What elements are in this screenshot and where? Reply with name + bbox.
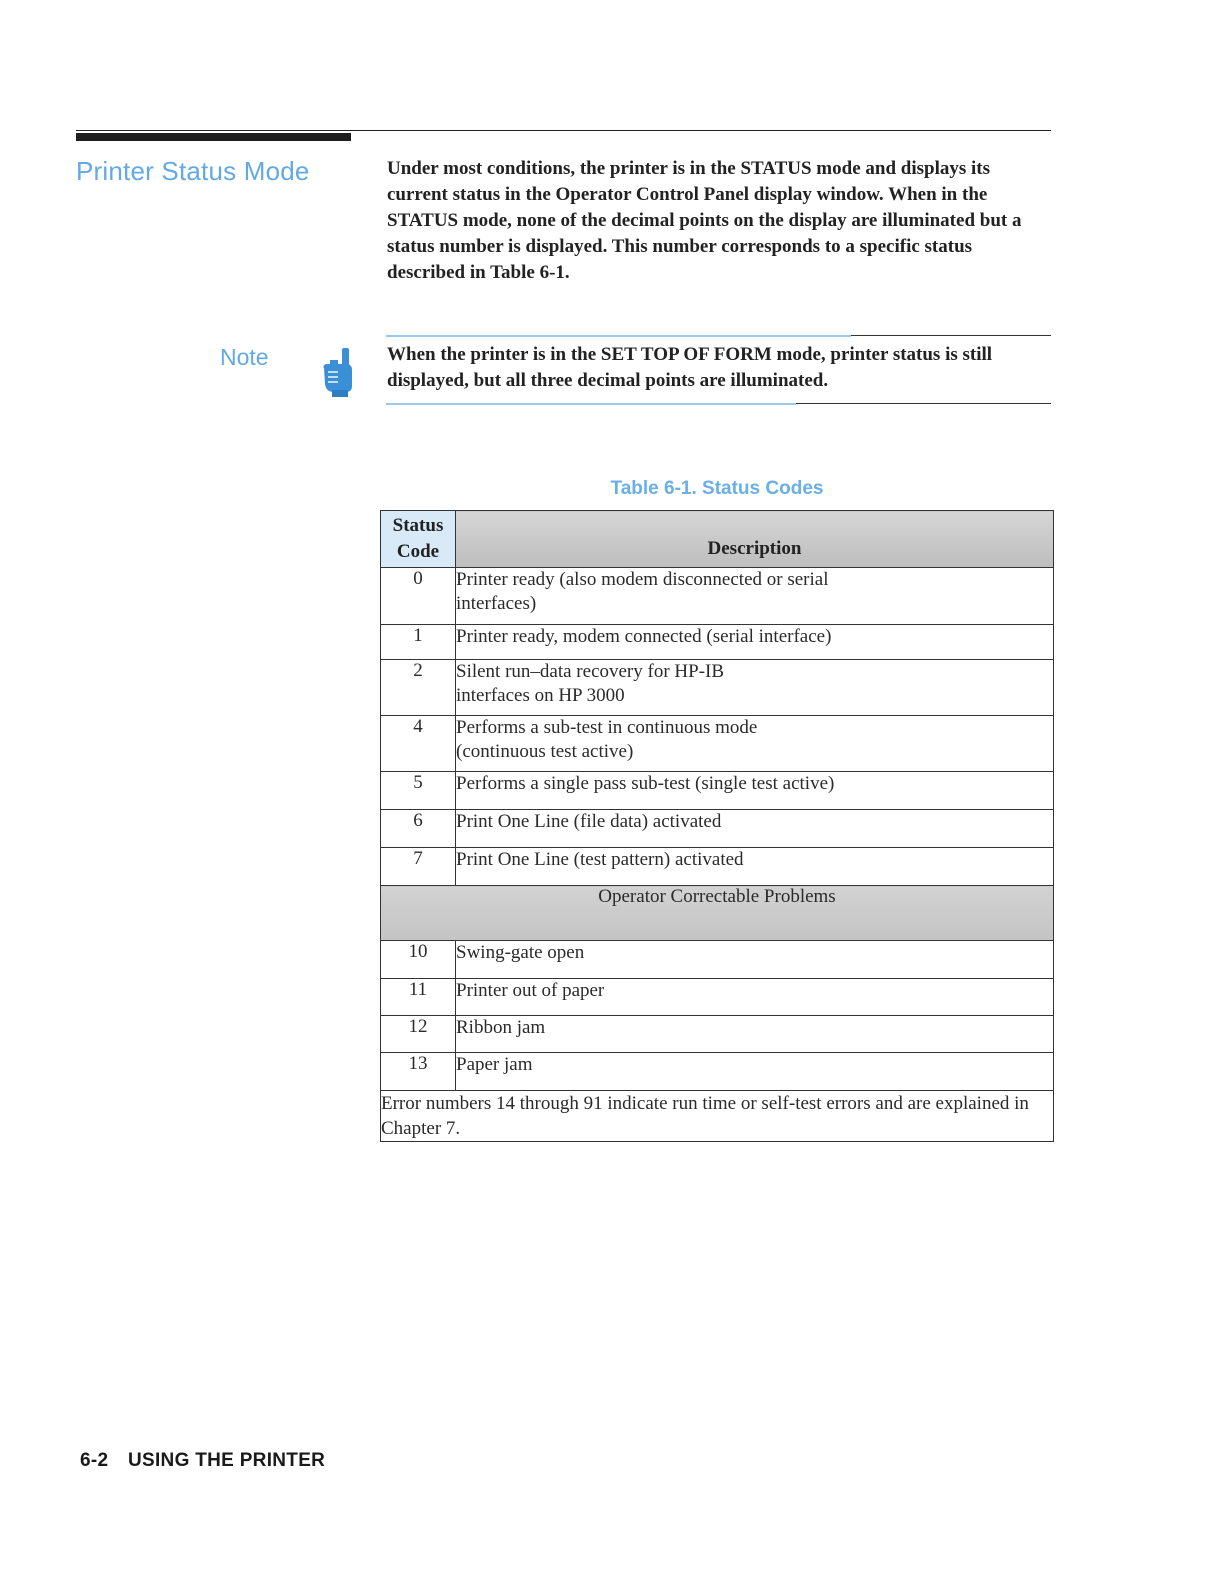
description-cell: Printer ready, modem connected (serial interface) [456,625,1054,660]
note-text: When the printer is in the SET TOP OF FORM mode, printer status is still displayed, but all three decimal points are illuminated. [387,344,993,391]
section-bar [76,133,351,141]
status-code-cell: 11 [381,979,456,1016]
table-header-row [381,511,1054,568]
description-header: Description [456,511,1054,568]
description-cell: Performs a single pass sub-test (single test active) [456,772,1054,810]
status-codes-table [380,510,1054,1142]
section-title: Printer Status Mode [76,156,310,186]
status-code-cell: 7 [381,848,456,886]
note-top-rule-accent [386,335,851,337]
status-code-cell: 4 [381,716,456,772]
table-row [381,941,1054,979]
description-cell: Swing-gate open [456,941,1054,979]
status-code-cell: 0 [381,568,456,625]
table-row [381,1053,1054,1091]
table-row [381,810,1054,848]
description-cell: Print One Line (file data) activated [456,810,1054,848]
description-cell: Performs a sub-test in continuous mode (continuous test active) [456,716,1054,772]
status-code-header: Status Code [381,511,456,568]
description-cell: Printer ready (also modem disconnected or serial interfaces) [456,568,1054,625]
chapter-title: USING THE PRINTER [127,1450,326,1471]
table-row [381,848,1054,886]
table-row [381,625,1054,660]
description-cell: Silent run–data recovery for HP-IB interfaces on HP 3000 [456,660,1054,716]
description-cell: Paper jam [456,1053,1054,1091]
description-cell: Print One Line (test pattern) activated [456,848,1054,886]
top-rule [76,130,1051,131]
page-number: 6-2 [80,1450,109,1471]
table-row [381,772,1054,810]
status-code-cell: 5 [381,772,456,810]
table-section-row [381,886,1054,941]
description-cell: Ribbon jam [456,1016,1054,1053]
table-footnote: Error numbers 14 through 91 indicate run time or self-test errors and are explained in Chapter 7. [381,1091,1054,1142]
pointing-hand-icon [318,346,356,398]
table-row [381,568,1054,625]
table-row [381,716,1054,772]
description-cell: Printer out of paper [456,979,1054,1016]
table-row [381,979,1054,1016]
table-caption: Table 6-1. Status Codes [610,478,824,499]
table-row [381,1016,1054,1053]
intro-paragraph: Under most conditions, the printer is in the STATUS mode and displays its current status in the Operator Control Panel display window. When in the STATUS mode, none of the decimal points on the display are illuminated but a status number is displayed. This number corresponds to a specific status described in Table 6-1. [387,158,1022,283]
page-footer [80,1450,325,1472]
status-code-cell: 2 [381,660,456,716]
note-bottom-rule-accent [386,403,796,405]
note-label: Note [220,344,269,370]
status-code-cell: 13 [381,1053,456,1091]
status-code-cell: 1 [381,625,456,660]
status-code-cell: 10 [381,941,456,979]
operator-problems-heading: Operator Correctable Problems [381,886,1054,941]
table-row [381,660,1054,716]
status-code-cell: 6 [381,810,456,848]
status-code-cell: 12 [381,1016,456,1053]
table-footnote-row [381,1091,1054,1142]
